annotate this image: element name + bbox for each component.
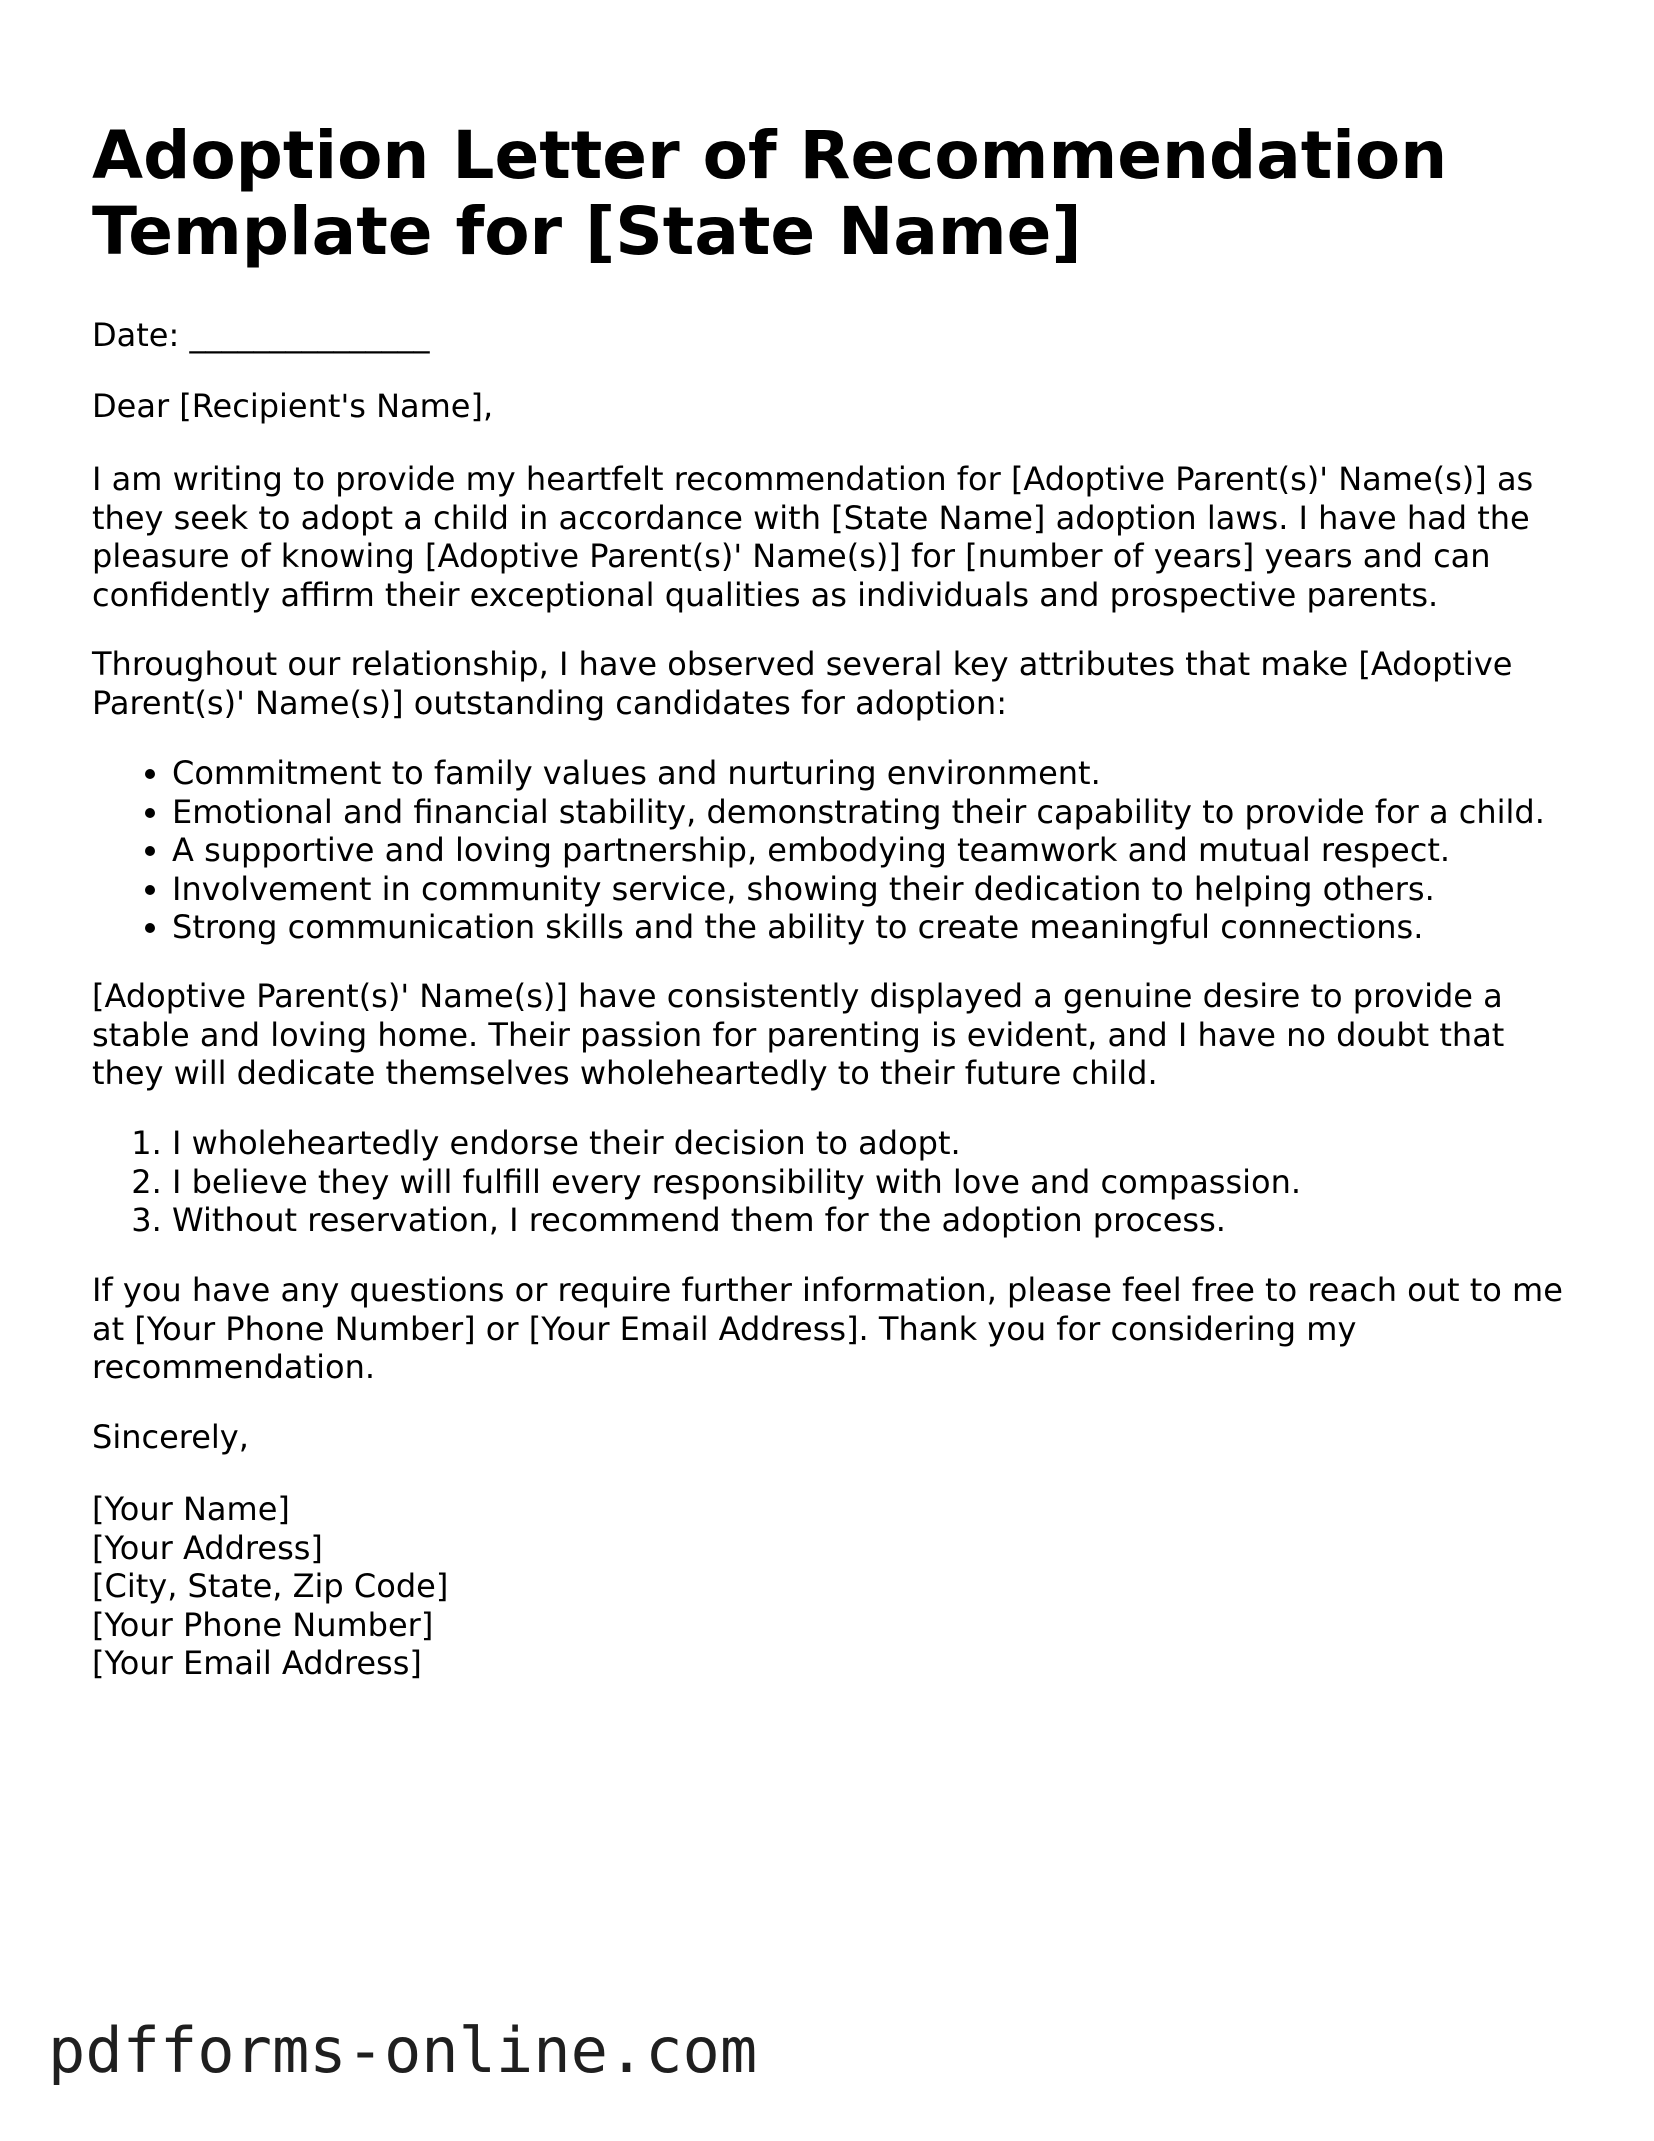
endorsements-list — [92, 1124, 1592, 1240]
page-title: Adoption Letter of Recommendation Template for [State Name] — [92, 117, 1448, 270]
list-item: • Strong communication skills and the ability to create meaningful connections. — [172, 908, 1592, 947]
closing: Sincerely, — [92, 1418, 249, 1456]
list-item: • Commitment to family values and nurturing environment. — [172, 754, 1592, 793]
date-line: Date: _______________ — [92, 316, 430, 354]
paragraph-desire: [Adoptive Parent(s)' Name(s)] have consistently displayed a genuine desire to provide a stable and loving home. Their passion for parenting is evident, and I have no doubt that they will dedicate themselves wholeheartedly to their future child. — [92, 977, 1505, 1092]
list-item: • Emotional and financial stability, demonstrating their capability to provide for a child. — [172, 793, 1592, 832]
attributes-list — [92, 754, 1592, 947]
paragraph-introduction: I am writing to provide my heartfelt recommendation for [Adoptive Parent(s)' Name(s)] as they seek to adopt a child in accordance with [State Name] adoption laws. I have had the pleasure of knowing [Adoptive Parent(s)' Name(s)] for [number of years] years and can confidently affirm their exceptional qualities as individuals and prospective parents. — [92, 460, 1534, 614]
signature-email: [Your Email Address] — [92, 1644, 422, 1682]
list-item: 3. Without reservation, I recommend them for the adoption process. — [172, 1201, 1592, 1240]
signature-name: [Your Name] — [92, 1490, 290, 1528]
list-item: • A supportive and loving partnership, embodying teamwork and mutual respect. — [172, 831, 1592, 870]
watermark: pdfforms-online.com — [48, 2014, 758, 2087]
paragraph-contact: If you have any questions or require further information, please feel free to reach out to me at [Your Phone Number] or [Your Email Address]. Thank you for considering my recommendation. — [92, 1271, 1563, 1386]
list-item: • Involvement in community service, showing their dedication to helping others. — [172, 870, 1592, 909]
list-item: 1. I wholeheartedly endorse their decision to adopt. — [172, 1124, 1592, 1163]
signature-phone: [Your Phone Number] — [92, 1605, 434, 1644]
signature-block — [92, 1490, 448, 1683]
greeting: Dear [Recipient's Name], — [92, 387, 494, 425]
signature-address: [Your Address] — [92, 1528, 323, 1567]
list-item: 2. I believe they will fulfill every responsibility with love and compassion. — [172, 1163, 1592, 1202]
paragraph-attributes-intro: Throughout our relationship, I have observed several key attributes that make [Adoptive Parent(s)' Name(s)] outstanding candidates for adoption: — [92, 645, 1513, 722]
signature-city-state-zip: [City, State, Zip Code] — [92, 1567, 449, 1605]
